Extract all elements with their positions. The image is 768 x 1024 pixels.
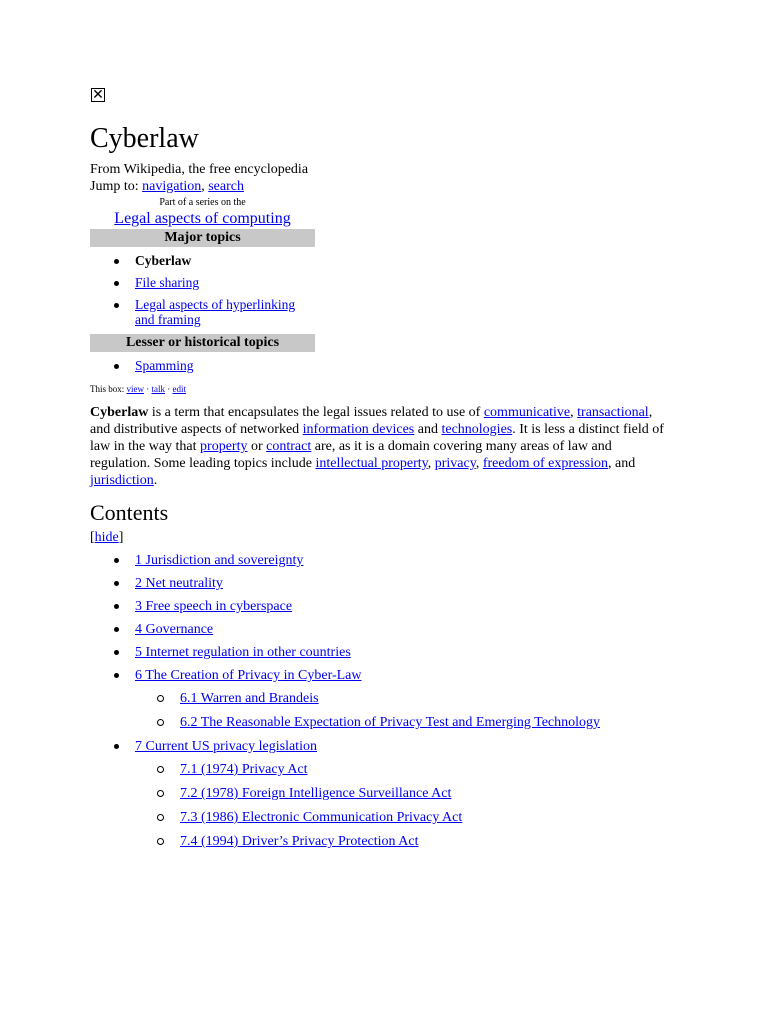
link-jurisdiction[interactable]: jurisdiction (90, 472, 154, 488)
infobox-major-heading: Major topics (90, 229, 315, 247)
infobox-link-hyperlinking[interactable]: Legal aspects of hyperlinking and framing (135, 296, 296, 327)
link-freedom-of-expression[interactable]: freedom of expression (482, 455, 608, 471)
link-technologies[interactable]: technologies (441, 421, 513, 437)
infobox-item (90, 275, 315, 290)
toc-item (90, 621, 670, 638)
toc-sublink[interactable]: 6.1 Warren and Brandeis (180, 690, 319, 706)
toc-sublink[interactable]: 6.2 The Reasonable Expectation of Privacy Test and Emerging Technology (180, 714, 601, 730)
infobox-talk-link[interactable]: talk (151, 383, 166, 394)
infobox-footer-prefix: This box: (90, 383, 125, 394)
infobox-title-link[interactable]: Legal aspects of computing (114, 209, 291, 227)
toc-link[interactable]: 1 Jurisdiction and sovereignty (135, 552, 304, 568)
jump-search-link[interactable]: search (208, 178, 244, 194)
table-of-contents (90, 552, 670, 850)
toc-item (90, 575, 670, 592)
infobox-item-label: Cyberlaw (135, 252, 192, 268)
toc-subitem (135, 690, 670, 707)
jump-navigation-link[interactable]: navigation (142, 178, 202, 194)
infobox-item (90, 297, 315, 327)
toc-sublink[interactable]: 7.2 (1978) Foreign Intelligence Surveillance Act (180, 785, 452, 801)
intro-text: , and distributive aspects of networked (90, 404, 653, 437)
intro-term: Cyberlaw (90, 404, 149, 420)
intro-text: , (475, 455, 483, 471)
intro-text: . (153, 472, 158, 488)
toc-item (90, 738, 670, 850)
infobox-footer (90, 383, 315, 395)
toc-bracket: ] (118, 529, 124, 545)
toc-hide-link[interactable]: hide (94, 529, 119, 545)
intro-text: are, as it is a domain covering many areas of law and regulation. Some leading topics include (90, 438, 612, 471)
jump-label: Jump to: (90, 178, 139, 194)
infobox-item-cyberlaw (90, 253, 315, 268)
infobox-major-list (90, 253, 315, 327)
toc-item (90, 667, 670, 731)
footer-dot: · (167, 383, 171, 394)
toc-link[interactable]: 3 Free speech in cyberspace (135, 598, 293, 614)
intro-paragraph (90, 404, 670, 489)
toc-link[interactable]: 5 Internet regulation in other countries (135, 644, 351, 660)
article (90, 88, 670, 857)
toc-sublink[interactable]: 7.3 (1986) Electronic Communication Privacy Act (180, 809, 463, 825)
link-communicative[interactable]: communicative (483, 404, 571, 420)
infobox-link-file-sharing[interactable]: File sharing (135, 274, 200, 290)
intro-text: is a term that encapsulates the legal issues related to use of (148, 404, 484, 420)
toc-link[interactable]: 6 The Creation of Privacy in Cyber-Law (135, 667, 362, 683)
toc-subitem (135, 785, 670, 802)
toc-link[interactable]: 2 Net neutrality (135, 575, 223, 591)
footer-dot: · (146, 383, 150, 394)
infobox-edit-link[interactable]: edit (172, 383, 187, 394)
infobox-preheading: Part of a series on the (159, 196, 246, 208)
intro-text: and (414, 421, 442, 437)
toc-subitem (135, 714, 670, 731)
intro-text: or (247, 438, 267, 454)
infobox-item (90, 358, 315, 373)
toc-sublist (135, 761, 670, 850)
infobox-view-link[interactable]: view (126, 383, 145, 394)
series-infobox (90, 196, 315, 395)
intro-text: , and (608, 455, 636, 471)
link-privacy[interactable]: privacy (434, 455, 476, 471)
toc-bracket: [ (90, 529, 95, 545)
toc-item (90, 552, 670, 569)
link-transactional[interactable]: transactional (577, 404, 649, 420)
link-property[interactable]: property (200, 438, 248, 454)
toc-toggle (90, 530, 670, 546)
toc-subitem (135, 809, 670, 826)
tagline: From Wikipedia, the free encyclopedia (90, 161, 309, 177)
toc-link[interactable]: 7 Current US privacy legislation (135, 738, 317, 754)
toc-sublist (135, 690, 670, 731)
toc-link[interactable]: 4 Governance (135, 621, 214, 637)
toc-item (90, 644, 670, 661)
jump-separator: , (201, 178, 205, 194)
contents-heading: Contents (90, 499, 169, 525)
toc-item (90, 598, 670, 615)
toc-subitem (135, 833, 670, 850)
page-title: Cyberlaw (90, 123, 199, 154)
intro-text: , (570, 404, 578, 420)
intro-text: . It is less a distinct field of law in the way that (90, 421, 664, 454)
toc-subitem (135, 761, 670, 778)
jump-links (90, 178, 670, 195)
infobox-link-spamming[interactable]: Spamming (135, 357, 194, 373)
toc-sublink[interactable]: 7.4 (1994) Driver’s Privacy Protection Act (180, 833, 419, 849)
toc-sublink[interactable]: 7.1 (1974) Privacy Act (180, 761, 308, 777)
link-contract[interactable]: contract (266, 438, 312, 454)
link-information-devices[interactable]: information devices (302, 421, 415, 437)
infobox-lesser-heading: Lesser or historical topics (90, 334, 315, 352)
link-intellectual-property[interactable]: intellectual property (315, 455, 428, 471)
broken-image-icon: ✕ (92, 87, 104, 103)
intro-text: , (427, 455, 435, 471)
infobox-lesser-list (90, 358, 315, 373)
